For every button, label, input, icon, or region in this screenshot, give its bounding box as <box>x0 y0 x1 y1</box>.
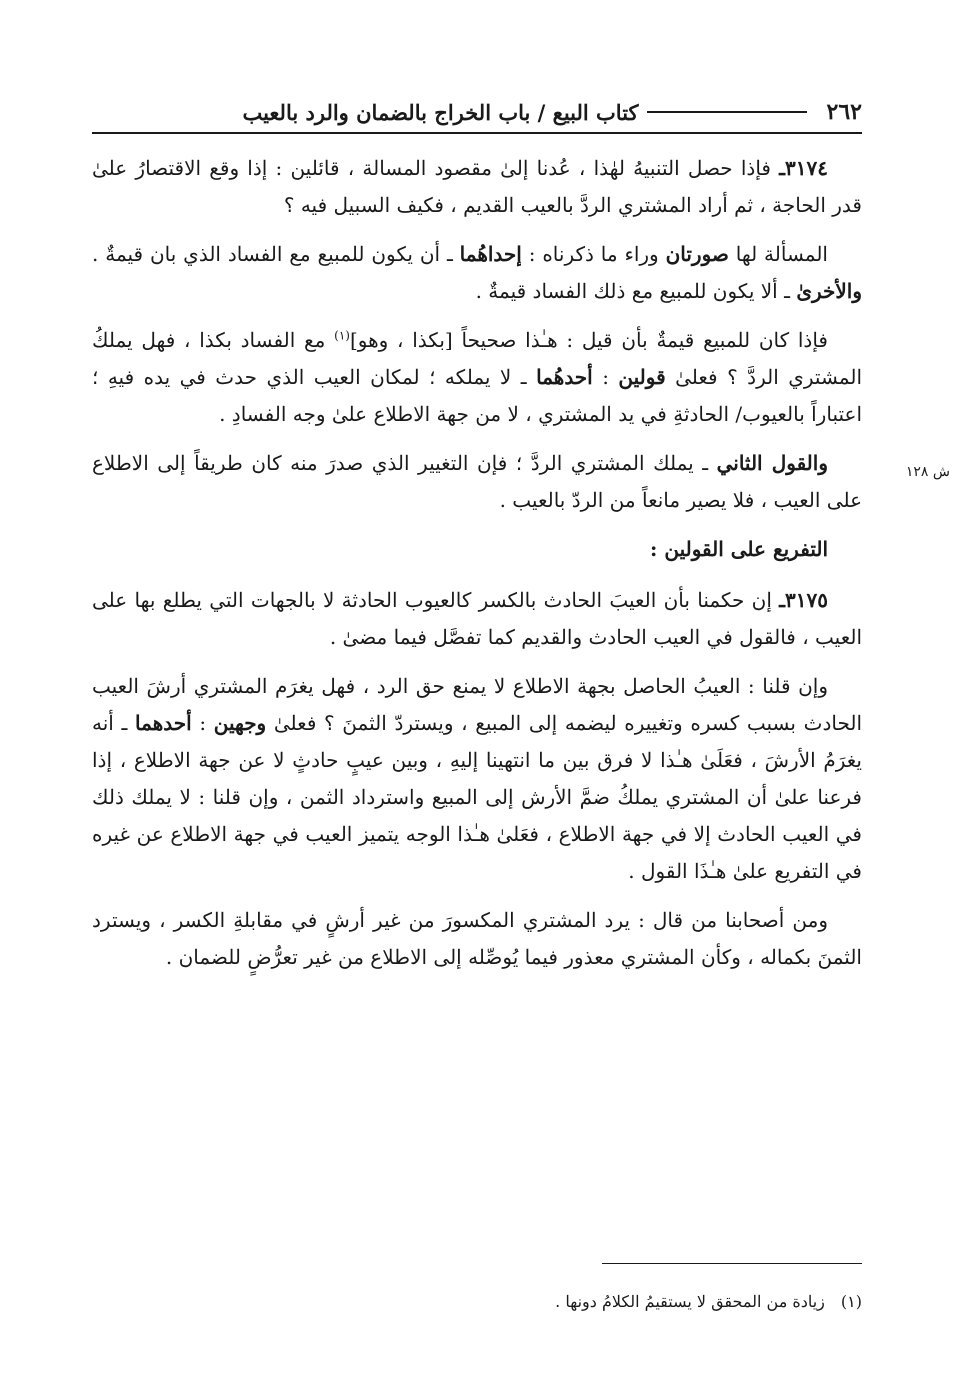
text-run: ـ ألا يكون للمبيع مع ذلك الفساد قيمةٌ . <box>475 279 797 303</box>
bold-term: صورتان <box>665 242 729 266</box>
footnote-text: زيادة من المحقق لا يستقيمُ الكلامُ دونها . <box>555 1292 825 1311</box>
page-number: ٢٦٢ <box>826 99 862 125</box>
running-head <box>92 92 862 134</box>
footnote-separator <box>602 1263 862 1264</box>
paragraph-companions <box>92 902 862 976</box>
margin-manuscript-note: ش ١٢٨ <box>905 464 950 480</box>
bold-term: وجهين <box>213 711 267 735</box>
section-heading: التفريع على القولين : <box>650 537 828 561</box>
text-run: ـ يملك المشتري الردَّ ؛ فإن التغيير الذي صدرَ منه كان طريقاً إلى الاطلاع على العيب ، فلا يصير مانعاً من الردّ بالعيب . <box>92 451 862 512</box>
paragraph-number: ٣١٧٤ـ <box>779 156 828 180</box>
bold-term: والقول الثاني <box>716 451 828 475</box>
text-run: فإذا كان للمبيع قيمةٌ بأن قيل : هـٰذا صحيحاً [بكذا ، وهو] <box>349 328 828 352</box>
bold-term: والأخرىٰ <box>796 279 862 303</box>
main-text <box>92 150 862 988</box>
paragraph-3174 <box>92 150 862 224</box>
text-run: : <box>191 711 214 735</box>
text-run: وإن قلنا : العيبُ الحاصل بجهة الاطلاع لا يمنع حق الرد ، فهل يغرَم المشتري أرشَ العيب الحادث بسبب كسره وتغييره ليضمه إلى المبيع ، ويستردّ الثمنَ ؟ فعلىٰ <box>92 674 863 735</box>
text-run: ـ أنه يغرَمُ الأرشَ ، فعَلَىٰ هـٰذا لا فرق بين ما انتهينا إليهِ ، وبين عيبٍ حادثٍ لا عن جهة الاطلاع ، إذا فرعنا علىٰ أن المشتري يملكُ ضمَّ الأرش إلى المبيع واسترداد الثمن ، وإن قلنا : لا يملك ذلك في العيب الحادث إلا في جهة الاطلاع ، فعَلىٰ هـٰذا الوجه يتميز العيب في جهة الاطلاع عن غيره في التفريع علىٰ هـٰذَا القول . <box>92 711 862 883</box>
paragraph-text: ومن أصحابنا من قال : يرد المشتري المكسورَ من غير أرشٍ في مقابلةِ الكسر ، ويسترد الثمنَ بكماله ، وكأن المشتري معذور فيما يُوصِّله إلى الاطلاع من غير تعرُّضٍ للضمان . <box>92 908 862 969</box>
header-rule <box>647 111 807 113</box>
bold-term: إحداهُما <box>459 242 522 266</box>
text-run: وراء ما ذكرناه : <box>521 242 666 266</box>
bold-term: أحدهُما <box>536 365 593 389</box>
text-run: ـ لا يملكه ؛ لمكان العيب الذي حدث في يده فيهِ ؛ اعتباراً بالعيوب/ الحادثةِ في يد المشتري ، لا من جهة الاطلاع علىٰ وجه الفسادِ . <box>92 365 862 426</box>
paragraph-second-opinion <box>92 445 862 519</box>
text-run: مع الفساد بكذا ، فهل يملكُ المشتري الردَّ ؟ فعلىٰ <box>92 328 862 389</box>
text-run: : <box>592 365 619 389</box>
paragraph-two-views <box>92 668 862 890</box>
footnote-number: (١) <box>840 1292 862 1311</box>
paragraph-two-forms <box>92 236 862 310</box>
footnote-reference: (١) <box>334 328 350 343</box>
paragraph-text: فإذا حصل التنبيهُ لهٰذا ، عُدنا إلىٰ مقصود المسالة ، قائلين : إذا وقع الاقتصارُ علىٰ قدر الحاجة ، ثم أراد المشتري الردَّ بالعيب القديم ، فكيف السبيل فيه ؟ <box>92 156 862 217</box>
text-run: ـ أن يكون للمبيع مع الفساد الذي بان قيمةٌ . <box>92 242 460 266</box>
text-run: المسألة لها <box>728 242 828 266</box>
bold-term: قولين <box>618 365 666 389</box>
running-title: كتاب البيع / باب الخراج بالضمان والرد بالعيب <box>242 99 639 125</box>
paragraph-two-opinions <box>92 322 862 433</box>
bold-term: أحدهما <box>135 711 192 735</box>
paragraph-3175 <box>92 582 862 656</box>
paragraph-number: ٣١٧٥ـ <box>779 588 828 612</box>
footnote <box>92 1290 862 1314</box>
paragraph-text: إن حكمنا بأن العيبَ الحادث بالكسر كالعيوب الحادثة لا بالجهات التي يطلع بها على العيب ، فالقول في العيب الحادث والقديم كما تفصَّل فيما مضىٰ . <box>92 588 862 649</box>
